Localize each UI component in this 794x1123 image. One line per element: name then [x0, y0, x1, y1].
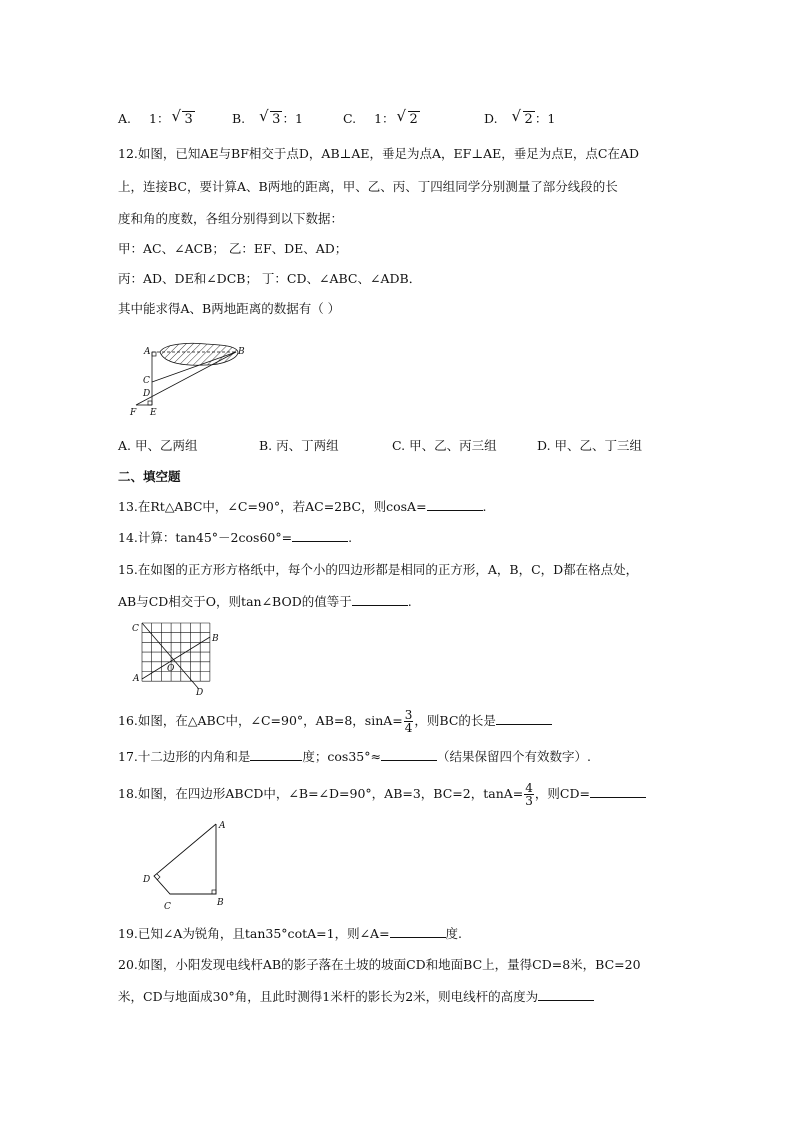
sqrt-symbol: √ 2 [396, 107, 418, 127]
q12-option-a[interactable]: A. 甲、乙两组 [118, 438, 198, 453]
label-b: B [217, 898, 224, 908]
label-c: C [164, 902, 171, 912]
answer-blank[interactable] [427, 498, 483, 511]
answer-blank[interactable] [250, 748, 302, 761]
fraction: $\frac{4}{3}$ [525, 781, 533, 808]
segment-ab [142, 637, 210, 679]
q12-option-c[interactable]: C. 甲、乙、丙三组 [392, 438, 497, 453]
answer-blank[interactable] [496, 712, 552, 725]
answer-blank[interactable] [381, 748, 437, 761]
q12-line-6: 其中能求得A、B两地距离的数据有（ ） [118, 301, 341, 316]
q12-line-2: 上，连接BC，要计算A、B两地的距离，甲、乙、丙、丁四组同学分别测量了部分线段的长 [118, 179, 618, 194]
section-title: 二、填空题 [118, 469, 181, 484]
q15-line-2: AB与CD相交于O，则tan∠BOD的值等于 . [118, 594, 412, 609]
label-c: C [143, 376, 150, 386]
right-angle-e [148, 401, 152, 405]
q12-option-b[interactable]: B. 丙、丁两组 [259, 438, 339, 453]
label-a: A [144, 347, 151, 357]
answer-blank[interactable] [538, 988, 594, 1001]
label-d: D [196, 688, 204, 697]
label-a: A [133, 674, 140, 684]
label-a: A [219, 821, 226, 831]
q12-line-4: 甲：AC、∠ACB； 乙：EF、DE、AD； [118, 241, 348, 256]
label-d: D [143, 389, 151, 399]
q17-line: 17.十二边形的内角和是 度；cos35°≈ （结果保留四个有效数字）. [118, 749, 591, 764]
sqrt-symbol: √ 3 [171, 107, 193, 127]
quadrilateral-abcd [154, 824, 216, 894]
q18-line: 18.如图，在四边形ABCD中，∠B=∠D=90°，AB=3，BC=2，tanA= $\frac{4}{3}$ ，则CD= [118, 781, 646, 807]
q16-line: 16.如图，在△ABC中，∠C=90°，AB=8，sinA= $\frac{3}{4}$ ，则BC的长是 [118, 708, 552, 734]
label-c: C [132, 624, 139, 634]
q11-option-b[interactable]: B. √ 3 ：1 [232, 107, 303, 127]
label-f: F [130, 408, 137, 418]
q19-line: 19.已知∠A为锐角，且tan35°cotA=1，则∠A= 度. [118, 926, 463, 941]
q11-option-c[interactable]: C. 1： √ 2 [343, 107, 418, 127]
label-b: B [212, 634, 219, 644]
q12-line-5: 丙：AD、DE和∠DCB； 丁：CD、∠ABC、∠ADB． [118, 271, 422, 286]
q11-option-a[interactable]: A. 1： √ 3 [118, 107, 193, 127]
label-e: E [150, 408, 157, 418]
q15-line-1: 15.在如图的正方形方格纸中，每个小的四边形都是相同的正方形，A，B，C，D都在格点处， [118, 562, 639, 577]
answer-blank[interactable] [352, 593, 408, 606]
answer-blank[interactable] [390, 925, 446, 938]
label-b: B [238, 347, 245, 357]
q12-line-3: 度和角的度数，各组分别得到以下数据： [118, 211, 344, 226]
fraction: $\frac{3}{4}$ [404, 708, 413, 735]
q13-line: 13.在Rt△ABC中，∠C=90°，若AC=2BC，则cosA= . [118, 499, 487, 514]
q14-line: 14.计算：tan45°－2cos60°= . [118, 530, 353, 545]
q11-option-d[interactable]: D. √ 2 ：1 [484, 107, 556, 127]
right-angle-b [212, 890, 216, 894]
label-o: O [167, 664, 175, 674]
q20-line-2: 米，CD与地面成30°角，且此时测得1米杆的影长为2米，则电线杆的高度为 [118, 988, 594, 1006]
right-angle-d [157, 874, 160, 880]
label-d: D [143, 875, 151, 885]
answer-blank[interactable] [292, 529, 348, 542]
q20-line-1: 20.如图，小阳发现电线杆AB的影子落在土坡的坡面CD和地面BC上，量得CD=8米，BC=20 [118, 957, 641, 972]
q12-figure [128, 338, 254, 418]
q15-grid-figure [130, 615, 226, 697]
sqrt-symbol: √ 2 [511, 107, 533, 127]
q12-option-d[interactable]: D. 甲、乙、丁三组 [537, 438, 643, 453]
lake-shape [160, 343, 238, 365]
sqrt-symbol: √ 3 [259, 107, 281, 127]
right-angle-a [152, 352, 156, 356]
q12-line-1: 12.如图，已知AE与BF相交于点D，AB⊥AE，垂足为点A，EF⊥AE，垂足为点E，点C在AD [118, 146, 640, 161]
answer-blank[interactable] [590, 785, 646, 798]
q18-figure [140, 816, 240, 912]
